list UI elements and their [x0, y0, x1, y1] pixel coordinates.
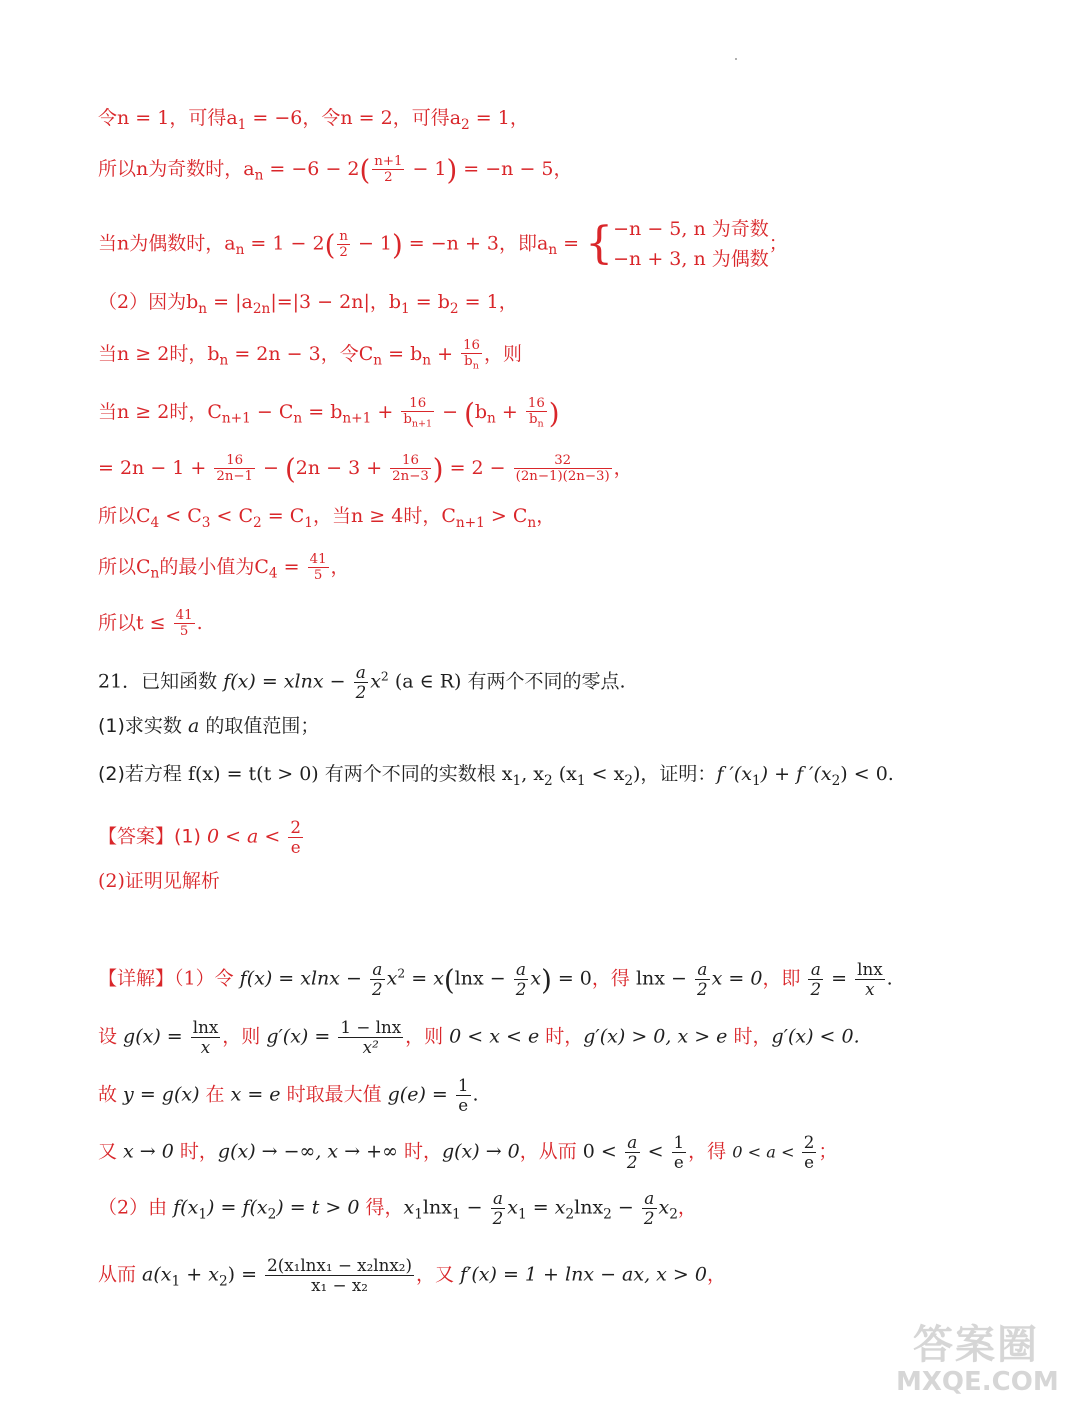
text: 令n = 1，可得a	[98, 107, 238, 129]
fraction: $\frac{16}{2n-3}$	[392, 453, 429, 485]
solution-line-1	[98, 109, 529, 132]
detail-line-5: （2）由 $f(x_1) = f(x_2) = t > 0$ 得，$x_1\ln x_1$ − $\frac{a}{2}$ $x_1 = x_2\ln x_2$ − $\frac{a}{2}$ $x_2$，	[98, 1188, 697, 1229]
fraction: $\frac{1}{e}$	[457, 1075, 469, 1116]
text: = −n − 5，	[457, 157, 573, 180]
fraction: $\frac{16}{2n-1}$	[216, 453, 253, 485]
fraction: $\frac{2}{e}$	[290, 817, 302, 858]
text: − 1	[351, 232, 392, 255]
fraction: $\frac{1}{e}$	[673, 1132, 685, 1173]
detail-line-3: 故 y = g(x) 在 x = e 时取最大值 g(e) = $\frac{1}{e}$ .	[98, 1075, 479, 1116]
text: = 1 − 2	[244, 232, 325, 255]
text: = −n + 3，即a	[402, 232, 549, 255]
subscript: n	[254, 167, 264, 184]
solution-line-10: 所以t ≤ $\frac{41}{5}$ .	[98, 608, 203, 640]
fraction: $\frac{a}{2}$	[492, 1188, 504, 1229]
fraction: $\frac{41}{5}$	[175, 608, 193, 640]
solution-line-9: 所以$C_n$的最小值为$C_4$ = $\frac{41}{5}$ ，	[98, 552, 350, 584]
fraction: $\frac{n+1}{2}$	[374, 154, 403, 186]
fraction: $\frac{16}{b_n}$	[527, 396, 545, 430]
text: 所以n为奇数时，a	[98, 157, 255, 180]
text: = −6 − 2	[263, 157, 360, 180]
detail-line-6: 从而 $a(x_1 + x_2)$ = $\frac{\text{2(x₁lnx₁ − x₂lnx₂)}}{\text{x₁ − x₂}}$ ，又 f′(x) = 1 + lnx − ax, x > 0，	[98, 1255, 726, 1296]
watermark-text: 答案圈	[913, 1322, 1039, 1368]
text: 当n为偶数时，a	[98, 232, 236, 255]
detail-line-4: 又 x → 0 时，g(x) → −∞, x → +∞ 时，g(x) → 0，从而 0 < $\frac{a}{2}$ < $\frac{1}{e}$ ，得 0 < a < $\frac{2}{e}$ ；	[98, 1132, 838, 1173]
answer-label: 【答案】	[98, 825, 175, 848]
question-21-part-2: (2)若方程 f(x) = t(t > 0) 有两个不同的实数根 $x_1$, $x_2$ $(x_1 < x_2)$，证明：f $'(x_1) + f$ $'(x_2) < 0$.	[98, 763, 894, 789]
scan-dot	[735, 58, 737, 60]
fraction: $\frac{2}{e}$	[803, 1132, 815, 1173]
text: = 1，	[469, 107, 529, 129]
fraction: $\frac{41}{5}$	[309, 552, 327, 584]
text: − 1	[406, 157, 447, 180]
fraction: $\frac{a}{2}$	[810, 959, 822, 1000]
fraction: $\frac{a}{2}$	[643, 1188, 655, 1229]
text: ；	[768, 232, 788, 255]
solution-line-6: 当n ≥ 2时，$C_{n+1} - C_n = b_{n+1}$ + $\frac{16}{b_{n+1}}$ − ($b_n$ + $\frac{16}{b_n}$ )	[98, 396, 560, 430]
watermark-url: MXQE.COM	[896, 1367, 1059, 1397]
fraction: $\frac{\text{2(x₁lnx₁ − x₂lnx₂)}}{\text{x₁ − x₂}}$	[267, 1255, 412, 1296]
fraction: $\frac{16}{b_n}$	[463, 338, 480, 372]
text: =	[557, 232, 586, 255]
question-21-part-1: (1)求实数 a 的取值范围；	[98, 715, 320, 737]
solution-line-8: 所以$C_4 < C_3 < C_2 = C_1$，当n ≥ 4时，$C_{n+1} > C_n$，	[98, 505, 556, 531]
subscript: 2	[461, 116, 470, 133]
text: = −6，令n = 2，可得a	[246, 107, 462, 129]
detail-line-2: 设 g(x) = $\frac{\ln x}{x}$ ，则 g′(x) = $\frac{1 - \ln x}{\text{x²}}$ ，则 0 < x < e 时，g′(x) > 0, x > e 时，g′(x) < 0.	[98, 1017, 860, 1058]
answer-line-1: 【答案】(1) 0 < a < $\frac{2}{e}$	[98, 817, 302, 858]
question-21: 21．已知函数 f(x) = xlnx − $\frac{a}{2}$ $x^2$ (a ∈ R) 有两个不同的零点.	[98, 662, 626, 703]
solution-line-5: 当n ≥ 2时，$b_n = 2n - 3$，令$C_n = b_n$ + $\frac{16}{b_n}$ ，则	[98, 338, 522, 372]
fraction: $\frac{1 - \ln x}{\text{x²}}$	[340, 1017, 402, 1058]
fraction: $\frac{a}{2}$	[626, 1132, 638, 1173]
solution-line-2: 所以n为奇数时，$a_n = -6 - 2$( $\frac{n+1}{2}$ − 1) = −n − 5，	[98, 154, 573, 187]
answer-line-2: (2)证明见解析	[98, 870, 220, 892]
fraction: $\frac{32}{(2n-1)(2n-3)}$	[515, 453, 610, 485]
fraction: $\frac{\ln x}{x}$	[192, 1017, 219, 1058]
detail-line-1: 【详解】（1）令 f(x) = xlnx − $\frac{a}{2}$ $x^2 = x(\ln x$ − $\frac{a}{2}$ x) = 0，得 lnx − $\frac{a}{2}$ x = 0，即 $\frac{a}{2}$ = $\frac{\ln x}{x}$ .	[98, 959, 893, 1000]
fraction: $\frac{16}{b_{n+1}}$	[403, 396, 433, 430]
detail-label: 【详解】	[98, 967, 175, 990]
subscript: 1	[237, 116, 247, 133]
fraction: $\frac{a}{2}$	[355, 662, 367, 703]
watermark-logo	[896, 1322, 1059, 1403]
fraction: $\frac{a}{2}$	[515, 959, 527, 1000]
fraction: $\frac{n}{2}$	[339, 228, 348, 260]
fraction: $\frac{\ln x}{x}$	[857, 959, 883, 1000]
fraction: $\frac{a}{2}$	[371, 959, 383, 1000]
solution-line-3: 当n为偶数时，$a_n = 1 - 2$( $\frac{n}{2}$ − 1) = −n + 3，即$a_n$ = { −n − 5, n 为奇数 −n + 3, n 为偶数 ；	[98, 214, 788, 275]
solution-line-7: = 2n − 1 + $\frac{16}{2n-1}$ − (2n − 3 + $\frac{16}{2n-3}$ ) = 2 − $\frac{32}{(2n-1)(2n-3)}$ ，	[98, 453, 633, 486]
fraction: $\frac{a}{2}$	[696, 959, 708, 1000]
text: （2）因为b	[98, 291, 199, 313]
subscript: n	[235, 242, 245, 259]
piecewise-cases: −n − 5, n 为奇数 −n + 3, n 为偶数	[613, 218, 769, 271]
solution-line-4: （2）因为$b_n = |a_{2n}|=|3 - 2n|$，$b_1 = b_2 = 1$，	[98, 291, 518, 317]
